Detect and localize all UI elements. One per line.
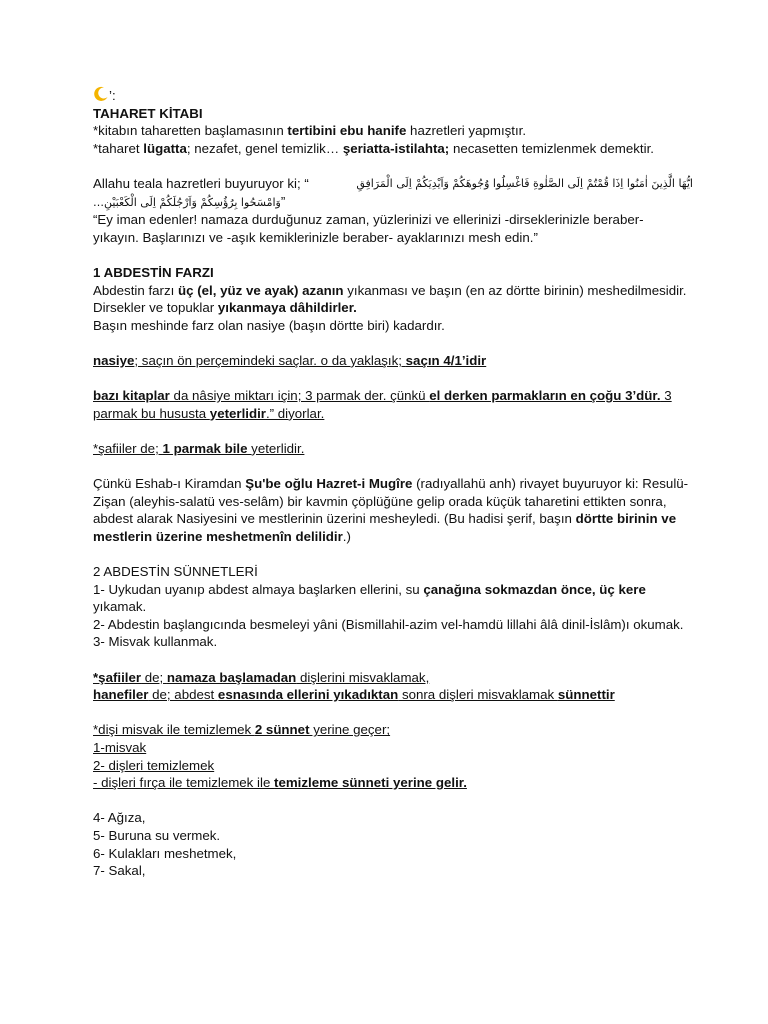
document-page [93,86,693,880]
firca-line: - dişleri fırça ile temizlemek ile temizleme sünneti yerine gelir. [93,775,467,791]
sunnet-heading: 2 ABDESTİN SÜNNETLERİ [93,564,258,580]
sunnet-item-5: 5- Buruna su vermek. [93,827,221,843]
intro-line-1: *kitabın taharetten başlamasının tertibini ebu hanife hazretleri yapmıştır. [93,123,527,139]
ayah-arabic-1: ايُّهَا الَّذِينَ اٰمَنُوا اِذَا قُمْتُمْ اِلَى الصَّلٰوةِ فَاغْسِلُوا وُجُوهَكُمْ وَاَيْدِيَكُمْ اِلَى الْمَرَافِقِ [356,176,693,190]
ayah-translation: “Ey iman edenler! namaza durduğunuz zaman, yüzlerinizi ve ellerinizi -dirseklerinizle beraber- yıkayın. Başlarınızı ve -aşık kemiklerinizle beraber- ayaklarınızı mesh edin.” [93,212,644,245]
ayah-line-2: وَامْسَحُوا بِرُؤُسِكُمْ وَاَرْجُلَكُمْ اِلَى الْكَعْبَيْنِ…” [93,193,286,209]
farz-line-1: Abdestin farzı üç (el, yüz ve ayak) azanın yıkanması ve başın (en az dörtte birinin) meshedilmesidir. [93,282,687,298]
kitaplar-line: bazı kitaplar da nâsiye miktarı için; 3 parmak der. çünkü el derken parmakların en çoğu 3’dür. 3 parmak bu hususta yeterlidir.” diyorlar. [93,388,672,421]
disi-line: *dişi misvak ile temizlemek 2 sünnet yerine geçer; [93,722,391,738]
intro-line-2: *taharet lügatta; nezafet, genel temizlik… şeriatta-istilahta; necasetten temizlenmek demektir. [93,140,654,156]
sunnet-item-4: 4- Ağıza, [93,810,146,826]
sunnet-item-2: 2- Abdestin başlangıcında besmeleyi yâni (Bismillahil-azim vel-hamdü lillahi âlâ dinil-İslâm)ı okumak. [93,616,684,632]
nasiye-line: nasiye; saçın ön perçemindeki saçlar. o da yaklaşık; saçın 4/1’idir [93,352,487,368]
ayah-line-1: Allahu teala hazretleri buyuruyor ki; “ ايُّهَا الَّذِينَ اٰمَنُوا اِذَا قُمْتُمْ اِلَى الصَّلٰوةِ فَاغْسِلُوا وُجُوهَكُمْ وَاَيْدِيَكُمْ اِلَى الْمَرَافِقِ [93,175,693,191]
safii-line: *şafiiler de; 1 parmak bile yeterlidir. [93,440,305,456]
safiiler-line: *şafiiler de; namaza başlamadan dişlerini misvaklamak, [93,669,430,685]
hanefiler-line: hanefiler de; abdest esnasında ellerini yıkadıktan sonra dişleri misvaklamak sünnettir [93,687,615,703]
sunnet-item-3: 3- Misvak kullanmak. [93,634,218,650]
sunnet-item-1: 1- Uykudan uyanıp abdest almaya başlarken ellerini, su çanağına sokmazdan önce, üç kere yıkamak. [93,581,646,615]
header-suffix: ’: [109,88,116,103]
farz-heading: 1 ABDESTİN FARZI [93,264,214,280]
misvak-item-2: 2- dişleri temizlemek [93,757,215,773]
misvak-item-1: 1-misvak [93,739,147,755]
sunnet-item-7: 7- Sakal, [93,863,146,879]
crescent-moon-icon [93,86,109,102]
hadis-paragraph: Çünkü Eshab-ı Kiramdan Şu'be oğlu Hazret-i Mugîre (radıyallahü anh) rivayet buyuruyor ki: Resulü-Zişan (aleyhis-salatü ves-selâm) bir kavmin çöplüğüne gelip orada küçük taharetini ettikten sonra, abdest alarak Nasiyesini ve mestlerinin üzerini mesheyledi. (Bu hadisi şerif, başın dörtte birinin ve mestlerin üzerine meshetmenîn delilidir.) [93,476,689,544]
ayah-arabic-2: وَامْسَحُوا بِرُؤُسِكُمْ وَاَرْجُلَكُمْ اِلَى الْكَعْبَيْنِ… [93,195,281,209]
header-line [93,86,693,105]
farz-line-2: Dirsekler ve topuklar yıkanmaya dâhildirler. [93,300,357,316]
page-title: TAHARET KİTABI [93,105,203,121]
farz-line-3: Başın meshinde farz olan nasiye (başın dörtte biri) kadardır. [93,317,445,333]
sunnet-item-6: 6- Kulakları meshetmek, [93,845,237,861]
